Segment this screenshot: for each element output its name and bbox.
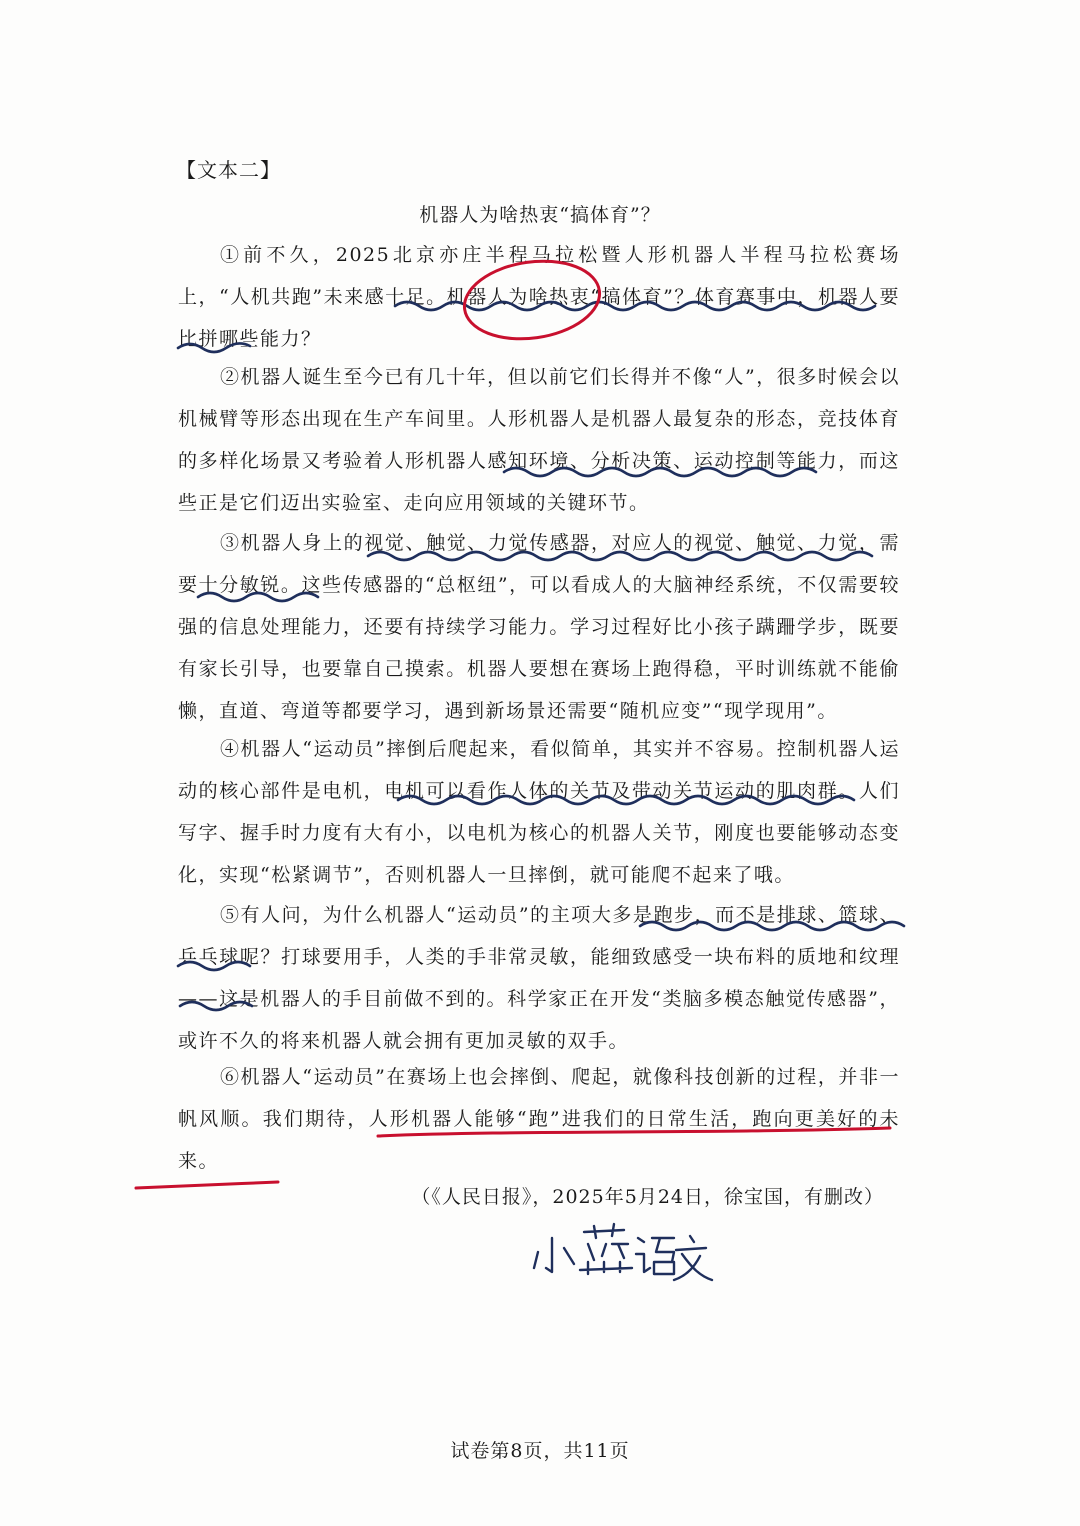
paragraph-4: ④机器人“运动员”摔倒后爬起来，看似简单，其实并不容易。控制机器人运动的核心部件是电机，电机可以看作人体的关节及带动关节运动的肌肉群。人们写字、握手时力度有大有小，以电机为核心的机器人关节，刚度也要能够动态变化，实现“松紧调节”，否则机器人一旦摔倒，就可能爬不起来了哦。 (178, 738, 900, 886)
source-citation: （《人民日报》，2025年5月24日，徐宝国，有删改） (411, 1186, 884, 1208)
paragraph-3: ③机器人身上的视觉、触觉、力觉传感器，对应人的视觉、触觉、力觉，需要十分敏锐。这些传感器的“总枢纽”，可以看成人的大脑神经系统，不仅需要较强的信息处理能力，还要有持续学习能力。学习过程好比小孩子蹒跚学步，既要有家长引导，也要靠自己摸索。机器人要想在赛场上跑得稳，平时训练就不能偷懒，直道、弯道等都要学习，遇到新场景还需要“随机应变”“现学现用”。 (178, 532, 900, 722)
page-footer: 试卷第8页，共11页 (450, 1440, 630, 1462)
article-title: 机器人为啥热衷“搞体育”？ (419, 204, 661, 226)
red-underline-p6-end (136, 1182, 278, 1188)
paragraph-1: ①前不久，2025北京亦庄半程马拉松暨人形机器人半程马拉松赛场上，“人机共跑”未来感十足。机器人为啥热衷“搞体育”？体育赛事中，机器人要比拼哪些能力？ (178, 244, 900, 350)
paragraph-5: ⑤有人问，为什么机器人“运动员”的主项大多是跑步，而不是排球、篮球、乒乓球呢？打球要用手，人类的手非常灵敏，能细致感受一块布料的质地和纹理——这是机器人的手目前做不到的。科学家正在开发“类脑多模态触觉传感器”，或许不久的将来机器人就会拥有更加灵敏的双手。 (178, 904, 900, 1052)
signature (534, 1224, 712, 1280)
paragraph-6: ⑥机器人“运动员”在赛场上也会摔倒、爬起，就像科技创新的过程，并非一帆风顺。我们期待，人形机器人能够“跑”进我们的日常生活，跑向更美好的未来。 (178, 1066, 900, 1172)
paragraph-2: ②机器人诞生至今已有几十年，但以前它们长得并不像“人”，很多时候会以机械臂等形态出现在生产车间里。人形机器人是机器人最复杂的形态，竞技体育的多样化场景又考验着人形机器人感知环境、分析决策、运动控制等能力，而这些正是它们迈出实验室、走向应用领域的关键环节。 (178, 366, 900, 514)
section-tag: 【文本二】 (176, 158, 281, 182)
